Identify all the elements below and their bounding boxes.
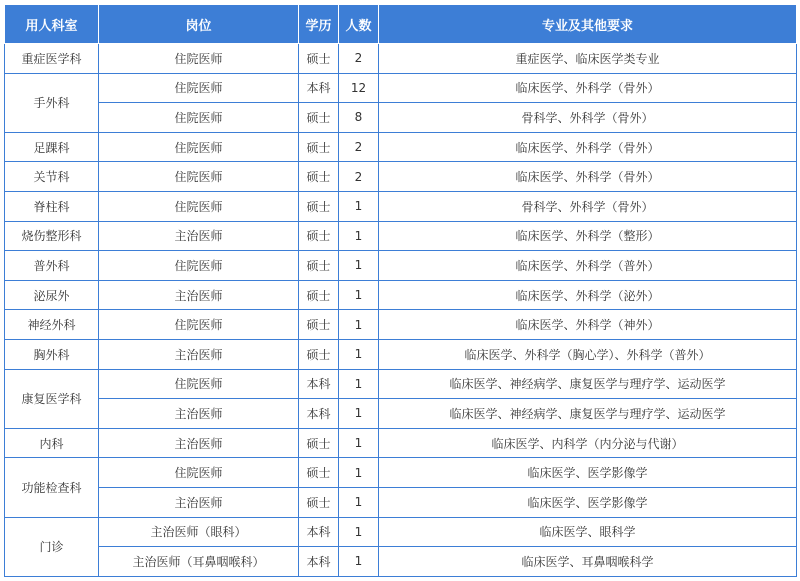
table-row bbox=[5, 369, 797, 399]
department-cell: 神经外科 bbox=[5, 310, 99, 340]
position-cell: 住院医师 bbox=[99, 458, 299, 488]
position-cell: 主治医师 bbox=[99, 221, 299, 251]
count-cell: 1 bbox=[339, 428, 379, 458]
recruitment-table bbox=[4, 4, 797, 577]
position-cell: 主治医师 bbox=[99, 399, 299, 429]
count-cell: 1 bbox=[339, 310, 379, 340]
department-cell: 足踝科 bbox=[5, 132, 99, 162]
table-row bbox=[5, 132, 797, 162]
requirements-cell: 重症医学、临床医学类专业 bbox=[379, 44, 797, 74]
education-cell: 硕士 bbox=[299, 162, 339, 192]
position-cell: 住院医师 bbox=[99, 251, 299, 281]
count-cell: 1 bbox=[339, 280, 379, 310]
department-cell: 脊柱科 bbox=[5, 191, 99, 221]
requirements-cell: 临床医学、眼科学 bbox=[379, 517, 797, 547]
education-cell: 硕士 bbox=[299, 280, 339, 310]
table-row bbox=[5, 310, 797, 340]
requirements-cell: 临床医学、神经病学、康复医学与理疗学、运动医学 bbox=[379, 369, 797, 399]
department-cell: 胸外科 bbox=[5, 339, 99, 369]
count-cell: 1 bbox=[339, 221, 379, 251]
requirements-cell: 临床医学、外科学（骨外） bbox=[379, 73, 797, 103]
count-cell: 12 bbox=[339, 73, 379, 103]
position-cell: 主治医师 bbox=[99, 339, 299, 369]
department-cell: 手外科 bbox=[5, 73, 99, 132]
table-row bbox=[5, 428, 797, 458]
education-cell: 硕士 bbox=[299, 310, 339, 340]
header-count: 人数 bbox=[339, 5, 379, 44]
position-cell: 主治医师 bbox=[99, 428, 299, 458]
education-cell: 本科 bbox=[299, 547, 339, 577]
table-row bbox=[5, 162, 797, 192]
requirements-cell: 临床医学、外科学（神外） bbox=[379, 310, 797, 340]
table-row bbox=[5, 191, 797, 221]
position-cell: 住院医师 bbox=[99, 73, 299, 103]
requirements-cell: 临床医学、医学影像学 bbox=[379, 458, 797, 488]
requirements-cell: 临床医学、内科学（内分泌与代谢） bbox=[379, 428, 797, 458]
header-education: 学历 bbox=[299, 5, 339, 44]
requirements-cell: 临床医学、外科学（骨外） bbox=[379, 132, 797, 162]
position-cell: 住院医师 bbox=[99, 369, 299, 399]
count-cell: 1 bbox=[339, 399, 379, 429]
department-cell: 重症医学科 bbox=[5, 44, 99, 74]
requirements-cell: 临床医学、耳鼻咽喉科学 bbox=[379, 547, 797, 577]
education-cell: 硕士 bbox=[299, 103, 339, 133]
count-cell: 1 bbox=[339, 458, 379, 488]
requirements-cell: 骨科学、外科学（骨外） bbox=[379, 191, 797, 221]
table-row bbox=[5, 280, 797, 310]
education-cell: 硕士 bbox=[299, 191, 339, 221]
table-row bbox=[5, 487, 797, 517]
education-cell: 本科 bbox=[299, 399, 339, 429]
education-cell: 硕士 bbox=[299, 221, 339, 251]
position-cell: 住院医师 bbox=[99, 310, 299, 340]
count-cell: 2 bbox=[339, 162, 379, 192]
education-cell: 硕士 bbox=[299, 428, 339, 458]
count-cell: 2 bbox=[339, 44, 379, 74]
header-position: 岗位 bbox=[99, 5, 299, 44]
department-cell: 普外科 bbox=[5, 251, 99, 281]
count-cell: 1 bbox=[339, 547, 379, 577]
position-cell: 主治医师 bbox=[99, 280, 299, 310]
count-cell: 1 bbox=[339, 369, 379, 399]
position-cell: 住院医师 bbox=[99, 103, 299, 133]
table-row bbox=[5, 547, 797, 577]
table-header bbox=[5, 5, 797, 44]
count-cell: 2 bbox=[339, 132, 379, 162]
position-cell: 住院医师 bbox=[99, 162, 299, 192]
department-cell: 康复医学科 bbox=[5, 369, 99, 428]
table-row bbox=[5, 73, 797, 103]
requirements-cell: 骨科学、外科学（骨外） bbox=[379, 103, 797, 133]
department-cell: 功能检查科 bbox=[5, 458, 99, 517]
table-row bbox=[5, 251, 797, 281]
position-cell: 主治医师 bbox=[99, 487, 299, 517]
education-cell: 本科 bbox=[299, 517, 339, 547]
requirements-cell: 临床医学、外科学（整形） bbox=[379, 221, 797, 251]
table-row bbox=[5, 339, 797, 369]
position-cell: 住院医师 bbox=[99, 191, 299, 221]
header-row bbox=[5, 5, 797, 44]
table-row bbox=[5, 44, 797, 74]
table-row bbox=[5, 399, 797, 429]
requirements-cell: 临床医学、外科学（普外） bbox=[379, 251, 797, 281]
department-cell: 关节科 bbox=[5, 162, 99, 192]
requirements-cell: 临床医学、外科学（泌外） bbox=[379, 280, 797, 310]
position-cell: 主治医师（耳鼻咽喉科） bbox=[99, 547, 299, 577]
count-cell: 1 bbox=[339, 191, 379, 221]
department-cell: 泌尿外 bbox=[5, 280, 99, 310]
position-cell: 住院医师 bbox=[99, 132, 299, 162]
education-cell: 硕士 bbox=[299, 44, 339, 74]
header-requirements: 专业及其他要求 bbox=[379, 5, 797, 44]
education-cell: 硕士 bbox=[299, 132, 339, 162]
header-department: 用人科室 bbox=[5, 5, 99, 44]
position-cell: 住院医师 bbox=[99, 44, 299, 74]
count-cell: 1 bbox=[339, 517, 379, 547]
table-row bbox=[5, 458, 797, 488]
education-cell: 硕士 bbox=[299, 458, 339, 488]
education-cell: 硕士 bbox=[299, 487, 339, 517]
count-cell: 1 bbox=[339, 339, 379, 369]
department-cell: 烧伤整形科 bbox=[5, 221, 99, 251]
requirements-cell: 临床医学、外科学（胸心学）、外科学（普外） bbox=[379, 339, 797, 369]
table-row bbox=[5, 103, 797, 133]
requirements-cell: 临床医学、外科学（骨外） bbox=[379, 162, 797, 192]
count-cell: 1 bbox=[339, 487, 379, 517]
requirements-cell: 临床医学、神经病学、康复医学与理疗学、运动医学 bbox=[379, 399, 797, 429]
count-cell: 8 bbox=[339, 103, 379, 133]
count-cell: 1 bbox=[339, 251, 379, 281]
education-cell: 本科 bbox=[299, 369, 339, 399]
education-cell: 硕士 bbox=[299, 251, 339, 281]
table-body bbox=[5, 44, 797, 577]
position-cell: 主治医师（眼科） bbox=[99, 517, 299, 547]
education-cell: 硕士 bbox=[299, 339, 339, 369]
table-row bbox=[5, 221, 797, 251]
table-row bbox=[5, 517, 797, 547]
department-cell: 门诊 bbox=[5, 517, 99, 576]
department-cell: 内科 bbox=[5, 428, 99, 458]
requirements-cell: 临床医学、医学影像学 bbox=[379, 487, 797, 517]
education-cell: 本科 bbox=[299, 73, 339, 103]
